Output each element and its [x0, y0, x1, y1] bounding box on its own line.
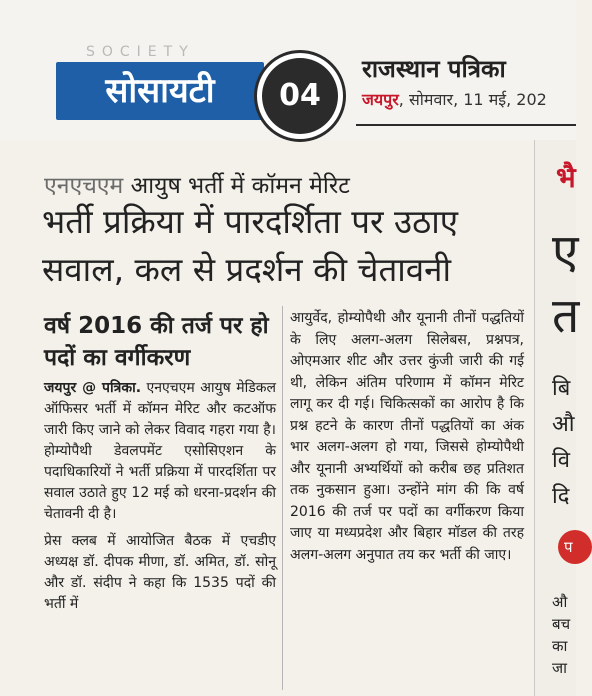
adjacent-article-border	[534, 140, 535, 696]
adjacent-line-4: दि	[552, 484, 570, 509]
edition-date: , सोमवार, 11 मई, 202	[398, 90, 547, 109]
paragraph-1-text: एनएचएम आयुष मेडिकल ऑफिसर भर्ती में कॉमन मेरिट और कटऑफ जारी किए जाने को लेकर विवाद गहरा गया है। होम्योपैथी डेवलपमेंट एसोसिएशन के पदाधिकारियों ने भर्ती प्रक्रिया में पारदर्शिता पर सवाल उठाते हुए 12 मई को धरना-प्रदर्शन की चेतावनी दी है।	[44, 380, 276, 522]
adjacent-headline-2: त	[552, 288, 580, 344]
article-column-left	[44, 378, 276, 621]
adjacent-headline-1: ए	[552, 224, 579, 280]
header-divider	[356, 124, 576, 126]
edition-line	[362, 88, 547, 110]
page-header	[0, 0, 576, 140]
section-title: सोसायटी	[105, 71, 215, 111]
article-kicker	[44, 168, 350, 200]
article-paragraph-1	[44, 378, 276, 525]
adjacent-body-3: का	[552, 637, 568, 655]
newspaper-masthead: राजस्थान पत्रिका	[362, 54, 506, 83]
edition-city: जयपुर	[362, 90, 399, 109]
column-divider	[282, 306, 283, 690]
adjacent-body-1: औ	[552, 593, 568, 611]
article-paragraph-3: आयुर्वेद, होम्योपैथी और यूनानी तीनों पद्धतियों के लिए अलग-अलग सिलेबस, प्रश्नपत्र, ओएमआर शीट और उत्तर कुंजी जारी की गई थी, लेकिन अंतिम परिणाम में कॉमन मेरिट लागू कर दी गई। चिकित्सकों का आरोप है कि प्रश्न हटने के कारण तीनों पद्धतियों का अंक भार अलग-अलग हो गया, जिससे होम्योपैथी और यूनानी अभ्यर्थियों को करीब छह प्रतिशत तक नुकसान हुआ। उन्होंने मांग की कि वर्ष 2016 की तर्ज पर पदों का वर्गीकरण किया जाए या मध्यप्रदेश और बिहार मॉडल की तरह अलग-अलग अनुपात तय कर भर्ती की जाए।	[290, 310, 524, 563]
adjacent-body-2: बच	[552, 615, 571, 633]
adjacent-line-1: बि	[552, 376, 571, 401]
article-headline: भर्ती प्रक्रिया में पारदर्शिता पर उठाए सवाल, कल से प्रदर्शन की चेतावनी	[42, 202, 459, 289]
article-subhead: वर्ष 2016 की तर्ज पर हो पदों का वर्गीकरण	[44, 313, 269, 371]
adjacent-line-2: औ	[552, 412, 575, 437]
adjacent-red-kicker: भै	[556, 161, 576, 194]
page-number-badge	[262, 58, 338, 134]
section-english-label: SOCIETY	[86, 44, 195, 60]
article-paragraph-2: प्रेस क्लब में आयोजित बैठक में एचडीए अध्यक्ष डॉ. दीपक मीणा, डॉ. अमित, डॉ. सोनू और डॉ. संदीप ने कहा कि 1535 पदों की भर्ती में	[44, 533, 276, 612]
kicker-tag: एनएचएम	[44, 173, 124, 199]
dateline: जयपुर @ पत्रिका.	[44, 380, 142, 396]
article-column-right	[290, 308, 524, 566]
adjacent-line-3: वि	[552, 448, 570, 473]
page-number: 04	[279, 78, 321, 113]
adjacent-badge: प	[558, 530, 592, 564]
kicker-text: आयुष भर्ती में कॉमन मेरिट	[123, 173, 350, 199]
adjacent-body-4: जा	[552, 659, 568, 677]
section-banner	[56, 62, 264, 120]
